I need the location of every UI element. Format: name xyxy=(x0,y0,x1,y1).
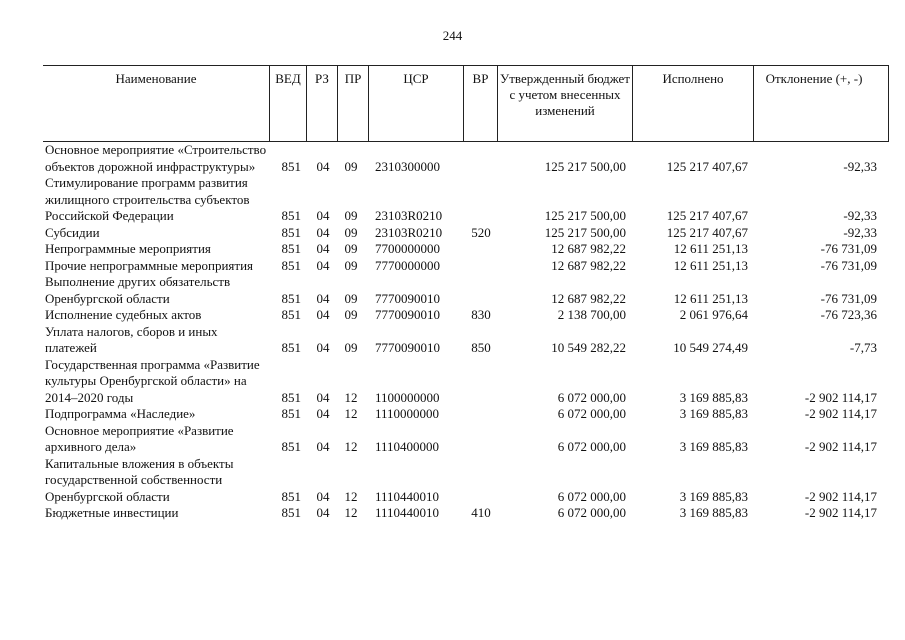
row-deviation: -76 731,09 xyxy=(820,290,877,306)
column-divider xyxy=(888,66,889,141)
row-executed: 3 169 885,83 xyxy=(679,439,748,454)
row-executed: 125 217 407,67 xyxy=(666,158,748,174)
row-ved: 851 xyxy=(281,290,301,306)
row-pr: 12 xyxy=(344,505,358,520)
row-ved: 851 xyxy=(281,340,301,355)
row-csr: 7700000000 xyxy=(375,241,440,256)
table-row xyxy=(43,142,889,175)
row-pr: 09 xyxy=(344,224,358,240)
row-deviation: -2 902 114,17 xyxy=(804,488,877,504)
row-budget: 6 072 000,00 xyxy=(557,439,626,454)
row-vr: 520 xyxy=(471,224,491,240)
row-executed: 3 169 885,83 xyxy=(679,389,748,405)
row-name: Уплата налогов, сборов и иных платежей xyxy=(45,323,218,355)
table-row xyxy=(43,406,889,423)
row-budget: 125 217 500,00 xyxy=(544,208,626,223)
row-ved: 851 xyxy=(281,158,301,174)
row-budget: 12 687 982,22 xyxy=(551,241,626,256)
row-rz: 04 xyxy=(316,241,330,256)
row-deviation: -2 902 114,17 xyxy=(804,439,877,454)
row-csr: 7770090010 xyxy=(375,290,440,306)
row-csr: 1110400000 xyxy=(375,439,440,454)
row-budget: 6 072 000,00 xyxy=(557,389,626,405)
row-name: Стимулирование программ развития жилищного строительства субъектов Российской Федерации xyxy=(45,175,250,223)
row-executed: 12 611 251,13 xyxy=(673,241,748,256)
row-vr: 850 xyxy=(471,340,491,355)
row-rz: 04 xyxy=(316,439,330,454)
row-csr: 23103R0210 xyxy=(375,208,443,223)
row-rz: 04 xyxy=(316,505,330,520)
page-number: 244 xyxy=(442,28,463,43)
col-header-csr: ЦСР xyxy=(403,71,429,86)
row-csr: 7770090010 xyxy=(375,307,440,322)
table-body xyxy=(43,142,889,522)
row-rz: 04 xyxy=(316,389,330,405)
row-pr: 12 xyxy=(344,488,358,504)
row-csr: 7770000000 xyxy=(375,257,440,273)
row-name: Подпрограмма «Наследие» xyxy=(45,406,196,421)
row-rz: 04 xyxy=(316,257,330,273)
row-pr: 12 xyxy=(344,406,358,421)
row-pr: 12 xyxy=(344,389,358,405)
row-executed: 125 217 407,67 xyxy=(666,224,748,240)
row-csr: 1110440010 xyxy=(375,505,440,520)
row-name: Бюджетные инвестиции xyxy=(45,505,179,520)
col-header-budget: Утвержденный бюджет с учетом внесенных изменений xyxy=(500,71,630,118)
row-ved: 851 xyxy=(281,488,301,504)
row-pr: 12 xyxy=(344,439,358,454)
row-executed: 12 611 251,13 xyxy=(673,290,748,306)
row-executed: 125 217 407,67 xyxy=(666,208,748,223)
table-row xyxy=(43,357,889,407)
row-pr: 09 xyxy=(344,307,358,322)
row-deviation: -92,33 xyxy=(843,158,877,174)
row-name: Прочие непрограммные мероприятия xyxy=(45,257,254,273)
row-rz: 04 xyxy=(316,340,330,355)
row-name: Основное мероприятие «Развитие архивного дела» xyxy=(45,422,234,454)
table-row xyxy=(43,307,889,324)
row-ved: 851 xyxy=(281,389,301,405)
row-budget: 6 072 000,00 xyxy=(557,488,626,504)
row-rz: 04 xyxy=(316,307,330,322)
row-executed: 12 611 251,13 xyxy=(673,257,748,273)
row-rz: 04 xyxy=(316,158,330,174)
row-csr: 2310300000 xyxy=(375,158,440,174)
row-budget: 10 549 282,22 xyxy=(551,340,626,355)
table-row xyxy=(43,505,889,522)
row-deviation: -92,33 xyxy=(843,224,877,240)
row-executed: 10 549 274,49 xyxy=(673,340,748,355)
table-row xyxy=(43,274,889,307)
row-budget: 12 687 982,22 xyxy=(551,257,626,273)
row-name: Субсидии xyxy=(45,224,100,240)
row-budget: 2 138 700,00 xyxy=(557,307,626,322)
row-ved: 851 xyxy=(281,208,301,223)
row-pr: 09 xyxy=(344,290,358,306)
row-deviation: -7,73 xyxy=(849,340,877,355)
row-executed: 3 169 885,83 xyxy=(679,406,748,421)
col-header-deviation: Отклонение (+, -) xyxy=(765,71,863,86)
row-budget: 6 072 000,00 xyxy=(557,505,626,520)
table-row xyxy=(43,423,889,456)
row-executed: 2 061 976,64 xyxy=(679,307,748,322)
table-row xyxy=(43,258,889,275)
row-name: Исполнение судебных актов xyxy=(45,307,202,322)
table-row xyxy=(43,324,889,357)
row-ved: 851 xyxy=(281,257,301,273)
row-deviation: -2 902 114,17 xyxy=(804,389,877,405)
row-rz: 04 xyxy=(316,224,330,240)
row-ved: 851 xyxy=(281,224,301,240)
table-row xyxy=(43,175,889,225)
row-ved: 851 xyxy=(281,439,301,454)
row-deviation: -76 723,36 xyxy=(820,307,877,322)
table-row xyxy=(43,225,889,242)
row-budget: 12 687 982,22 xyxy=(551,290,626,306)
row-vr: 830 xyxy=(471,307,491,322)
row-rz: 04 xyxy=(316,406,330,421)
row-pr: 09 xyxy=(344,158,358,174)
row-ved: 851 xyxy=(281,505,301,520)
row-name: Непрограммные мероприятия xyxy=(45,241,211,256)
row-executed: 3 169 885,83 xyxy=(679,488,748,504)
row-name: Государственная программа «Развитие культуры Оренбургской области» на 2014–2020 годы xyxy=(45,356,260,405)
table-row xyxy=(43,456,889,506)
row-budget: 125 217 500,00 xyxy=(544,224,626,240)
col-header-ved: ВЕД xyxy=(275,71,301,86)
row-pr: 09 xyxy=(344,340,358,355)
row-budget: 125 217 500,00 xyxy=(544,158,626,174)
row-vr: 410 xyxy=(471,505,491,520)
row-csr: 1110000000 xyxy=(375,406,440,421)
col-header-pr: ПР xyxy=(344,71,362,86)
row-executed: 3 169 885,83 xyxy=(679,505,748,520)
row-name: Капитальные вложения в объекты государственной собственности Оренбургской области xyxy=(45,455,234,504)
row-ved: 851 xyxy=(281,241,301,256)
column-divider xyxy=(753,66,754,141)
row-csr: 1100000000 xyxy=(375,389,440,405)
row-rz: 04 xyxy=(316,488,330,504)
row-ved: 851 xyxy=(281,307,301,322)
row-ved: 851 xyxy=(281,406,301,421)
table-row xyxy=(43,241,889,258)
row-pr: 09 xyxy=(344,241,358,256)
col-header-name: Наименование xyxy=(115,71,197,86)
row-deviation: -76 731,09 xyxy=(820,241,877,256)
row-deviation: -92,33 xyxy=(843,208,877,223)
row-name: Выполнение других обязательств Оренбургской области xyxy=(45,274,231,306)
row-pr: 09 xyxy=(344,257,358,273)
row-csr: 1110440010 xyxy=(375,488,440,504)
col-header-rz: РЗ xyxy=(315,71,329,86)
row-name: Основное мероприятие «Строительство объектов дорожной инфраструктуры» xyxy=(45,142,267,174)
row-deviation: -76 731,09 xyxy=(820,257,877,273)
col-header-vr: ВР xyxy=(472,71,489,86)
row-rz: 04 xyxy=(316,208,330,223)
row-deviation: -2 902 114,17 xyxy=(804,505,877,520)
row-rz: 04 xyxy=(316,290,330,306)
row-budget: 6 072 000,00 xyxy=(557,406,626,421)
col-header-executed: Исполнено xyxy=(662,71,724,86)
table-header xyxy=(43,65,889,142)
row-pr: 09 xyxy=(344,208,358,223)
row-deviation: -2 902 114,17 xyxy=(804,406,877,421)
row-csr: 7770090010 xyxy=(375,340,440,355)
row-csr: 23103R0210 xyxy=(375,224,443,240)
